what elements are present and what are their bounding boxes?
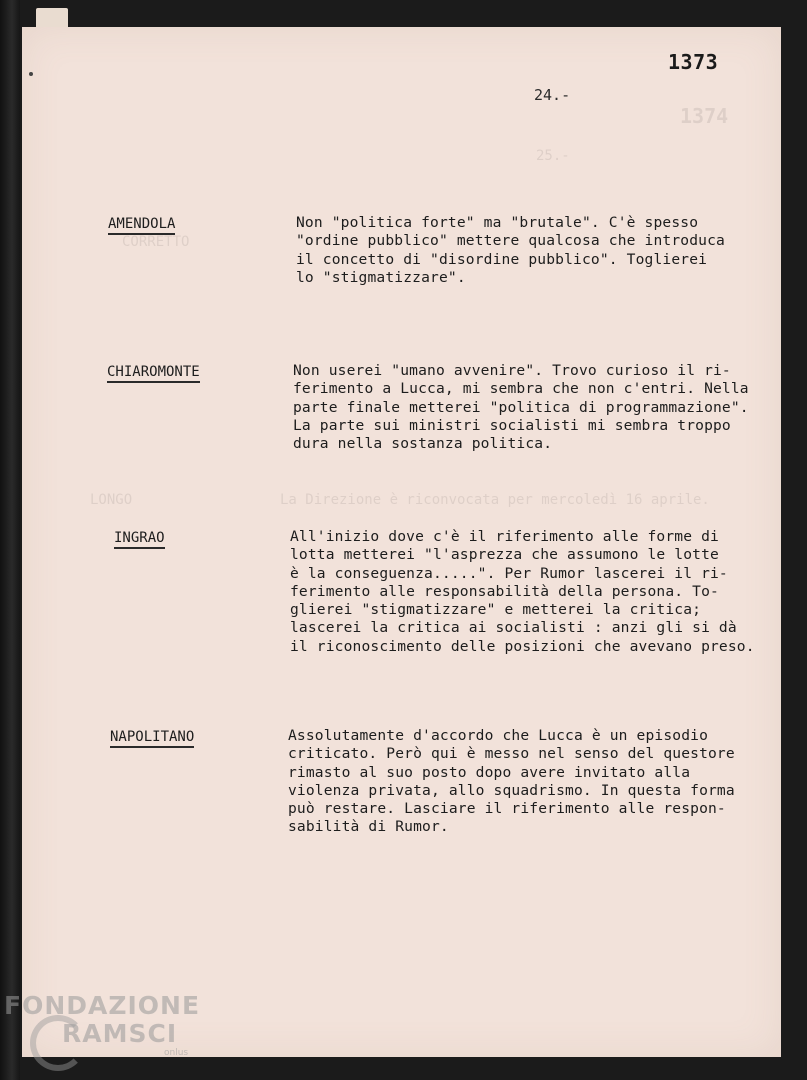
- binding-edge: [0, 0, 20, 1080]
- speaker-chiaromonte: CHIAROMONTE: [107, 364, 200, 383]
- speaker-ingrao: INGRAO: [114, 530, 165, 549]
- speech-ingrao: All'inizio dove c'è il riferimento alle forme di lotta metterei "l'asprezza che assumono le lotte è la conseguenza.....". Per Rumor lascerei il ri- ferimento alle responsabilità della persona. To- glierei "stigmatizzare" e metterei la critica; lascerei la critica ai socialisti : anzi gli si dà il riconoscimento delle posizioni che avevano preso.: [290, 528, 755, 655]
- page-number: 24.-: [534, 86, 571, 104]
- show-through-number: 1374: [680, 104, 729, 128]
- speaker-amendola: AMENDOLA: [108, 216, 175, 235]
- speaker-napolitano: NAPOLITANO: [110, 729, 194, 748]
- speech-chiaromonte: Non userei "umano avvenire". Trovo curioso il ri- ferimento a Lucca, mi sembra che non c'entri. Nella parte finale metterei "politica di programmazione". La parte sui ministri socialisti mi sembra troppo dura nella sostanza politica.: [293, 362, 749, 453]
- archive-number: 1373: [668, 50, 719, 74]
- show-through-line-1: La Direzione è riconvocata per mercoledì 16 aprile.: [280, 492, 710, 508]
- show-through-speaker-2: LONGO: [90, 492, 133, 508]
- watermark-sub: onlus: [164, 1048, 189, 1058]
- ink-dot: [29, 72, 33, 76]
- watermark-line-2: RAMSCI: [62, 1019, 178, 1048]
- watermark-logo: [4, 992, 200, 1058]
- show-through-speaker-1: CORRETTO: [122, 234, 190, 250]
- watermark-line-1: FONDAZIONE: [4, 991, 201, 1020]
- show-through-page: 25.-: [536, 148, 570, 164]
- speech-napolitano: Assolutamente d'accordo che Lucca è un episodio criticato. Però qui è messo nel senso del questore rimasto al suo posto dopo avere invitato alla violenza privata, allo squadrismo. In questa forma può restare. Lasciare il riferimento alle respon- sabilità di Rumor.: [288, 727, 735, 836]
- speech-amendola: Non "politica forte" ma "brutale". C'è spesso "ordine pubblico" mettere qualcosa che introduca il concetto di "disordine pubblico". Toglierei lo "stigmatizzare".: [296, 214, 725, 286]
